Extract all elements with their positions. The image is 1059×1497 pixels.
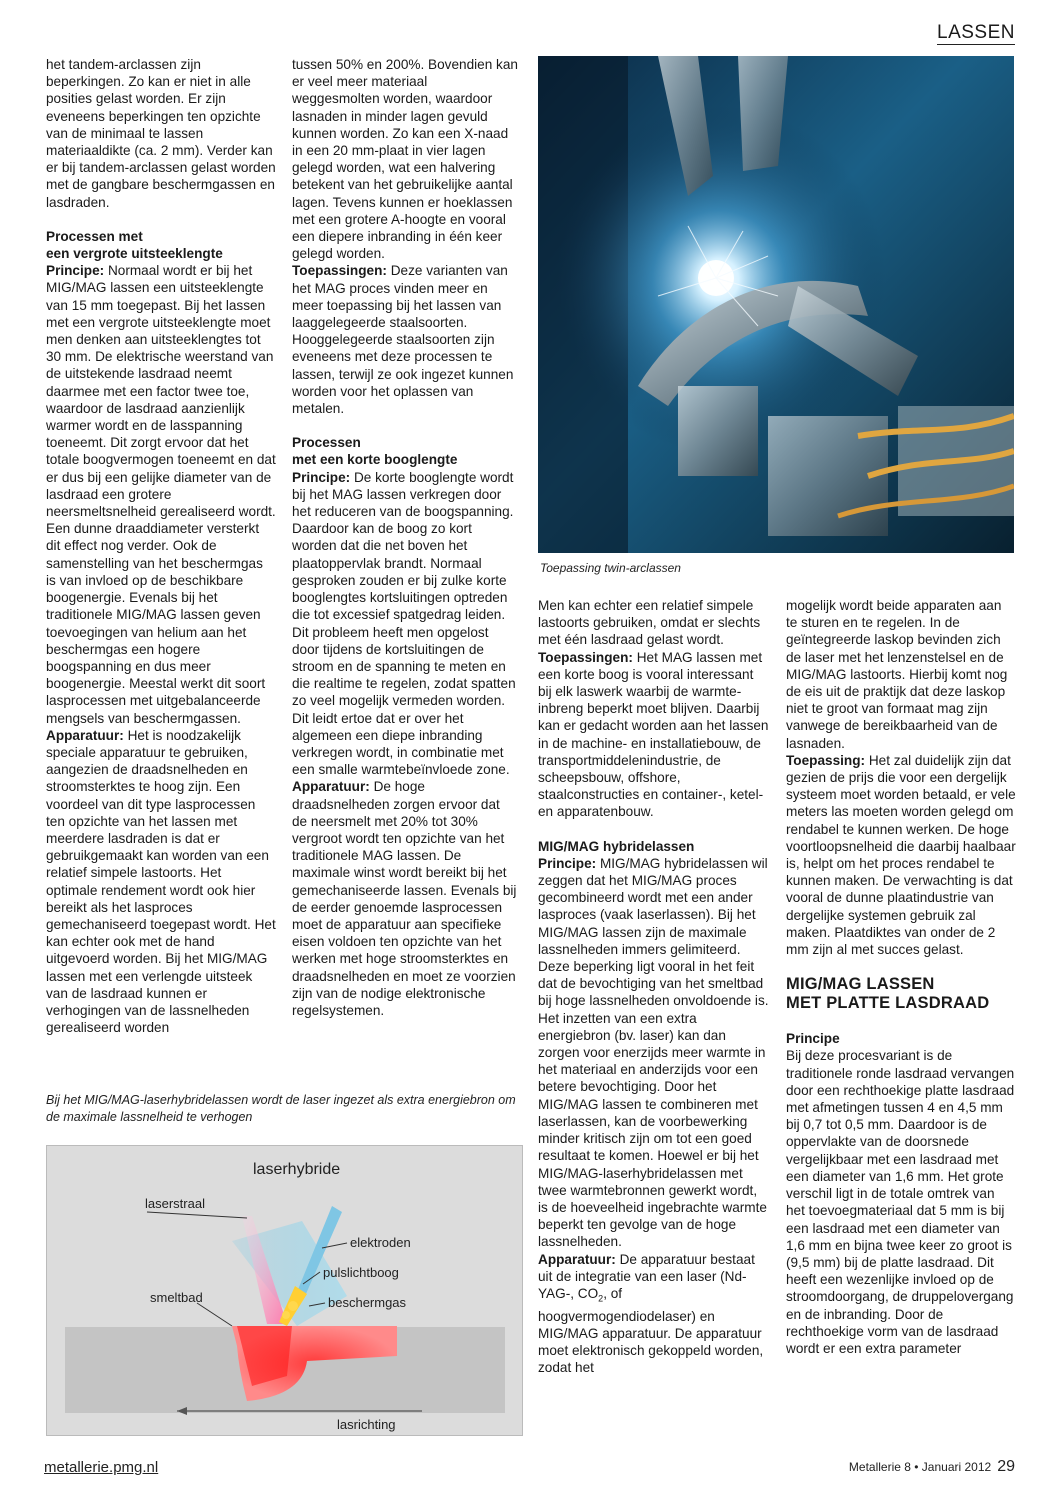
paragraph <box>538 855 770 1251</box>
paragraph-text: Het zal duidelijk zijn dat gezien de prijs die voor een dergelijk systeem moet worden betaald, er vele meters las moeten worden gelegd om rendabel te kunnen werken. De hoge voortloopsnelheid die daarbij haalbaar is, helpt om het proces rendabel te kunnen maken. De verwachting is dat vooral de dunne plaatindustrie van dergelijke systemen gebruik zal maken. Plaatdiktes van onder de 2 mm zijn al met succes gelast. <box>786 752 1016 958</box>
run-in-label: Toepassingen: <box>538 649 633 665</box>
run-in-label: Apparatuur: <box>46 727 124 743</box>
subscript: 2 <box>598 1293 604 1304</box>
run-in-label: Principe: <box>538 855 597 871</box>
run-in-label: Toepassing: <box>786 752 866 768</box>
column-1 <box>46 56 276 1036</box>
paragraph: tussen 50% en 200%. Bovendien kan er veel meer materiaal weggesmolten worden, waardoor lasnaden in minder lagen gevuld kunnen worden. Zo kan een X-naad in een 20 mm-plaat in vier lagen gelegd worden, wat een halvering betekent van het gebruikelijke aantal lagen. Tevens kunnen er hoeklassen met een grotere A-hoogte en vooral een diepere inbranding in één keer gelegd worden. <box>292 57 518 262</box>
label-beschermgas: beschermgas <box>328 1295 407 1310</box>
paragraph <box>538 649 770 821</box>
label-lasrichting: lasrichting <box>337 1417 396 1432</box>
paragraph-text: De korte booglengte wordt bij het MAG lassen verkregen door het reduceren van de boogspanning. Daardoor kan de boog zo kort worden dat die net boven het plaatoppervlak brandt. Normaal gesproken zouden er bij zulke korte booglengtes kortsluitingen optreden die tot excessief spatgedrag leiden. Dit probleem heeft men opgelost door tijdens de kortsluitingen de stroom en de spanning te meten en die realtime te regelen, zodat spatten zo veel mogelijk vermeden worden. Dit leidt ertoe dat er over het algemeen een diepe inbranding verkregen wordt, in combinatie met een smalle warmtebeïnvloede zone. <box>292 469 516 778</box>
label-laserstraal: laserstraal <box>145 1196 205 1211</box>
issue-text: Metallerie 8 • Januari 2012 <box>848 1460 992 1474</box>
paragraph-text: Het MAG lassen met een korte boog is vooral interessant bij elk laswerk waarbij de warmte-inbreng beperkt moet blijven. Daarbij kan er gedacht worden aan het lassen in de machine- en installatiebouw, de transportmiddelenindustrie, de scheepsbouw, offshore, staalconstructies en container-, ketel- en apparatenbouw. <box>538 649 769 820</box>
run-in-label: Principe: <box>292 469 351 485</box>
subheading: met een korte booglengte <box>292 452 458 468</box>
paragraph <box>292 469 518 779</box>
footer-issue <box>849 1458 1015 1476</box>
paragraph <box>292 262 518 417</box>
run-in-label: Apparatuur: <box>292 779 370 795</box>
paragraph <box>538 1251 770 1377</box>
paragraph: Bij deze procesvariant is de traditionele ronde lasdraad vervangen door een rechthoekige platte lasdraad met afmetingen tussen 4 en 4,5 mm bij 0,7 tot 0,5 mm. Daardoor is de oppervlakte van de doorsnede vergelijkbaar met een lasdraad met een diameter van 1,6 mm. Het grote verschil ligt in de totale omtrek van het toevoegmateriaal dat 5 mm is bij een lasdraad met een diameter van 1,6 mm en bijna twee keer zo groot is (9,5 mm) bij de platte lasdraad. Dit heeft een wezenlijke invloed op de stroomdoorgang, de druppelovergang en de inbranding. Door de rechthoekige vorm van de lasdraad wordt er een extra parameter <box>786 1048 1015 1356</box>
paragraph-text: De hoge draadsnelheden zorgen ervoor dat de neersmelt met 20% tot 30% vergroot wordt ten opzichte van het traditionele MAG lassen. De maximale winst wordt bereikt bij het gemechaniseerde lassen. Evenals bij de eerder genoemde lasprocessen moet de apparatuur aan specifieke eisen voldoen ten opzichte van het werken met hoge stroomsterktes en draadsnelheden en moet ze voorzien zijn van de nodige elektronische regelsystemen. <box>292 779 517 1018</box>
paragraph-text: Deze varianten van het MAG proces vinden meer en meer toepassing bij het lassen van laaggelegeerde staalsoorten. Hooggelegeerde staalsoorten zijn eveneens met deze processen te lassen, terwijl ze ook ingezet kunnen worden voor het oplassen van metalen. <box>292 263 514 417</box>
diagram-title: laserhybride <box>253 1161 341 1178</box>
run-in-label: Toepassingen: <box>292 263 387 279</box>
paragraph: het tandem-arclassen zijn beperkingen. Zo kan er niet in alle posities gelast worden. Er zijn eveneens beperkingen ten opzichte van de minimaal te lassen materiaaldikte (ca. 2 mm). Verder kan er bij tandem-arclassen gelast worden met de gangbare beschermgassen en lasdraden. <box>46 57 276 210</box>
page-number: 29 <box>997 1458 1015 1475</box>
paragraph-text: De apparatuur bestaat uit de integratie van een laser (Nd-YAG-, CO <box>538 1251 755 1301</box>
welding-robot-photo <box>538 56 1014 553</box>
column-3 <box>538 597 770 1377</box>
paragraph-text: Het is noodzakelijk speciale apparatuur te gebruiken, aangezien de draadsnelheden en stroomsterktes te hoog zijn. Een voordeel van dit type lasprocessen ten opzichte van het lassen met meerdere lasdraden is dat er gebruikgemaakt kan worden van een relatief simpele lastoorts. Het optimale rendement wordt ook hier bereikt als het lasproces gemechaniseerd toegepast wordt. Het kan echter ook met de hand uitgevoerd worden. Bij het MIG/MAG lassen met een verlengde uitsteek van de lasdraad kunnen er verhogingen van de lassnelheden gerealiseerd worden <box>46 727 276 1036</box>
subheading: Processen <box>292 435 361 451</box>
paragraph-text: , of hoogvermogendiodelaser) en MIG/MAG apparatuur. De apparatuur moet elektronisch gekoppeld worden, zodat het <box>538 1285 764 1376</box>
section-tag: LASSEN <box>937 22 1015 43</box>
paragraph <box>46 727 276 1037</box>
run-in-label: Apparatuur: <box>538 1251 616 1267</box>
paragraph <box>292 778 518 1019</box>
paragraph <box>786 752 1016 958</box>
paragraph: mogelijk wordt beide apparaten aan te sturen en te regelen. In de geïntegreerde laskop bevinden zich de laser met het lenzenstelsel en de MIG/MAG lastoorts. Hierbij komt nog de eis uit de praktijk dat deze laskop niet te groot van formaat mag zijn vanwege de bereikbaarheid van de lasnaden. <box>786 598 1008 751</box>
section-heading: MET PLATTE LASDRAAD <box>786 994 990 1013</box>
subheading: Principe <box>786 1031 840 1047</box>
run-in-label: Principe: <box>46 263 105 279</box>
laserhybride-diagram <box>46 1145 523 1436</box>
subheading: Processen met <box>46 228 143 244</box>
paragraph <box>46 262 276 726</box>
subheading: MIG/MAG hybridelassen <box>538 838 695 854</box>
label-pulslichtboog: pulslichtboog <box>323 1265 399 1280</box>
subheading: een vergrote uitsteeklengte <box>46 246 223 262</box>
label-elektroden: elektroden <box>350 1235 411 1250</box>
label-smeltbad: smeltbad <box>150 1290 203 1305</box>
column-4 <box>786 597 1016 1357</box>
diagram-caption: Bij het MIG/MAG-laserhybridelassen wordt de laser ingezet als extra energiebron om de maximale lassnelheid te verhogen <box>46 1093 516 1124</box>
paragraph: Men kan echter een relatief simpele lastoorts gebruiken, omdat er slechts met één lasdraad gelast wordt. <box>538 598 761 648</box>
section-heading: MIG/MAG LASSEN <box>786 975 935 994</box>
column-2 <box>292 56 518 1019</box>
photo-caption: Toepassing twin-arclassen <box>540 561 681 575</box>
paragraph-text: Normaal wordt er bij het MIG/MAG lassen een uitsteeklengte van 15 mm toegepast. Bij het lassen met een vergrote uitsteeklengte moet men denken aan uitsteeklengtes tot 30 mm. De elektrische weerstand van de uitstekende lasdraad neemt daarmee met een factor twee toe, waardoor de lasdraad aanzienlijk warmer wordt en de lasspanning toeneemt. Dit zorgt ervoor dat het totale boogvermogen toeneemt en dat er dus bij een gelijke diameter van de lasdraad een grotere neersmeltsnelheid gerealiseerd wordt. Een dunne draaddiameter versterkt dit effect nog verder. Ook de samenstelling van het beschermgas is van invloed op de beschikbare boogenergie. Evenals bij het traditionele MIG/MAG lassen geven toevoegingen van helium aan het beschermgas een hogere boogspanning en dus meer boogenergie. Meestal werkt dit soort lasprocessen met uitgebalanceerde mengsels van beschermgassen. <box>46 263 276 726</box>
footer-url[interactable]: metallerie.pmg.nl <box>44 1459 159 1476</box>
paragraph-text: MIG/MAG hybridelassen wil zeggen dat het MIG/MAG proces gecombineerd wordt met een ander lasproces (vaak laserlassen). Bij het MIG/MAG lassen zijn de maximale lassnelheden immers gelimiteerd. Deze beperking ligt vooral in het feit dat de bevochtiging van het smeltbad bij hoge lassnelheden onvoldoende is. Het inzetten van een extra energiebron (bv. laser) kan dan zorgen voor enerzijds meer warmte in het materiaal en anderzijds voor een betere bevochtiging. Door het MIG/MAG lassen te combineren met laserlassen, kan de voorbewerking minder kritisch zijn om tot een goed resultaat te komen. Hoewel er bij het MIG/MAG-laserhybridelassen met twee warmtebronnen gewerkt wordt, is de hoeveelheid ingebrachte warmte beperkt ten gevolge van de hoge lassnelheden. <box>538 855 769 1250</box>
